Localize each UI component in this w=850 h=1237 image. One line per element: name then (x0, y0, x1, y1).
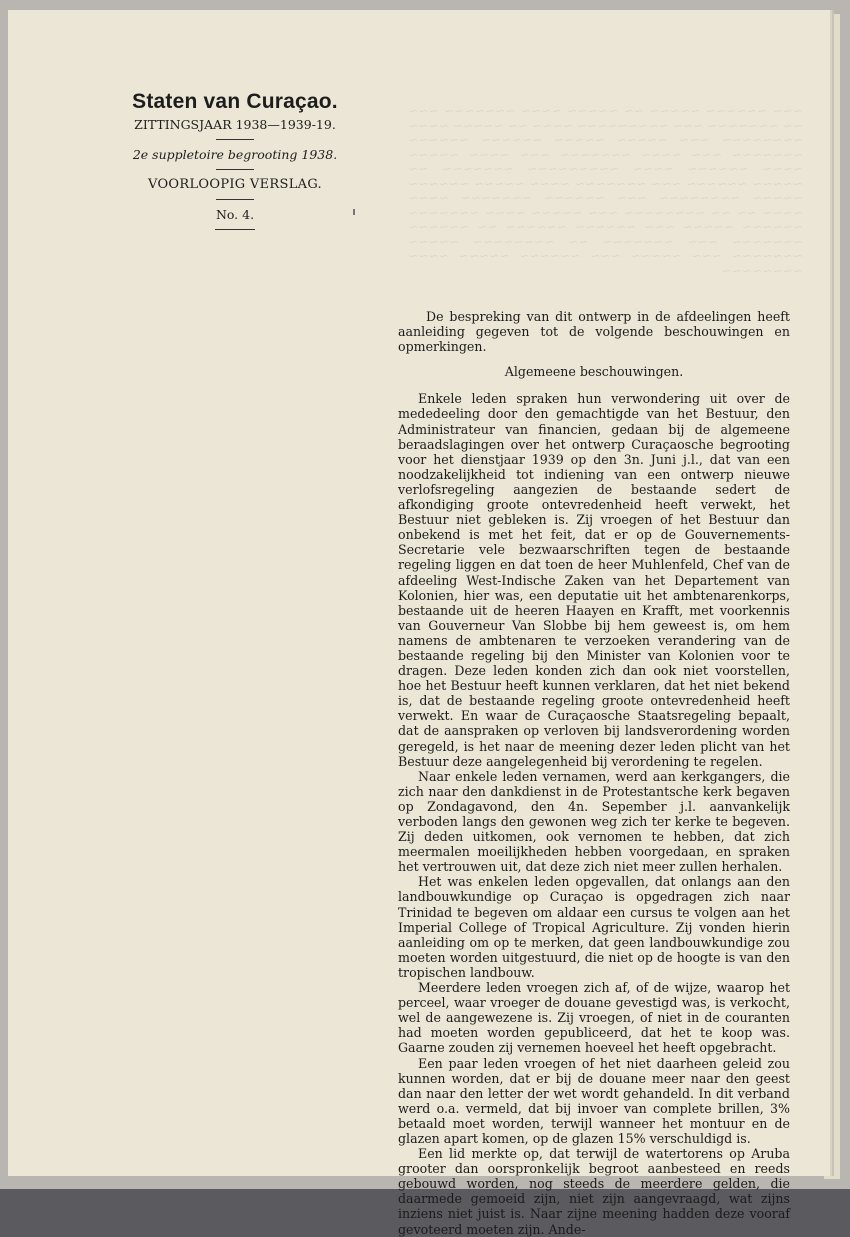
report-body (398, 309, 790, 1237)
section-heading: Algemeene beschouwingen. (504, 364, 684, 380)
header-divider (216, 199, 254, 200)
paragraph: Meerdere leden vroegen zich af, of de wijze, waarop het perceel, waar vroeger de douane gevestigd was, is verkocht, wel de aangewezene is. Zij vroegen, of niet in de couranten had moeten worden gepubliceerd, dat het te koop was. Gaarne zouden zij vernemen hoeveel het heeft opgebracht. (398, 980, 790, 1056)
report-type: VOORLOOPIG VERSLAG. (148, 177, 322, 192)
bleed-through-text: ~~~ ~~~~~~ ~~~~~ ~~ ~~~~~ ~~~~ ~~~~~~~ ~~~ ~~ ~~~~~~~ ~~~ ~~~~~~~~~ ~~~~ ~~ ~~~~~ ~~~~ ~~~~~~~~ ~~~ ~~~~~ ~~~~~ ~~~~~~ ~~~~~~ ~~~~~~~ ~~~ ~~~~ ~~~~~~~ ~~~ ~~~~ ~~~~~ ~~~~ ~~~~~~ ~~~~ ~~~~~~~~~ ~~~~~~~ ~~ ~~~~~ ~~~~~~ ~~~ ~~~~~~~ ~~~~ ~~~~~ ~~~~~~ ~~~~~ ~~~~~~~~ ~~~ ~~~~~~ ~~~~~~~ ~~~~ ~~~~ ~~ ~~ ~~~~~~~~ ~~~ ~~~~~ ~~~~ ~~~~~~~ ~~~~~~ ~~~~~ ~~~ ~~~~~~ ~~~~~~ ~~ ~~~~~~ ~~~~~~~ ~~~ ~~~~~~~ ~~ ~~~~~~~~ ~~~~~ ~~~~~~~ ~~~ ~~~~~ ~~~ ~~~~~~ ~~~~~ ~~~~ ~~~~~~~~ (408, 104, 803, 278)
intro-paragraph: De bespreking van dit ontwerp in de afdeelingen heeft aanleiding gegeven tot de volgende beschouwingen en opmerkingen. (398, 309, 790, 355)
document-page (8, 10, 830, 1237)
paragraph: Het was enkelen leden opgevallen, dat onlangs aan den landbouwkundige op Curaçao is opgedragen zich naar Trinidad te begeven om aldaar een cursus te volgen aan het Imperial College of Tropical Agriculture. Zij vonden hierin aanleiding om op te merken, dat geen landbouwkundige zou moeten worden uitgestuurd, die niet op de hoogte is van den tropischen landbouw. (398, 874, 790, 980)
supplement-line: 2e suppletoire begrooting 1938. (132, 147, 338, 162)
paragraph: Een paar leden vroegen of het niet daarheen geleid zou kunnen worden, dat er bij de douane meer naar den geest dan naar den letter der wet wordt gehandeld. In dit verband werd o.a. vermeld, dat bij invoer van complete brillen, 3% betaald moet worden, terwijl wanneer het montuur en de glazen apart komen, op de glazen 15% verschuldigd is. (398, 1055, 790, 1146)
document-number: No. 4. (215, 207, 255, 222)
document-title: Staten van Curaçao. (132, 90, 338, 113)
header-divider (216, 139, 254, 140)
header-divider (215, 229, 255, 230)
paragraph: Enkele leden spraken hun verwondering uit over de mededeeling door den gemachtigde van het Bestuur, den Administrateur van financien, gedaan bij de algemeene beraadslagingen over het ontwerp Curaçaosche begrooting voor het dienstjaar 1939 op den 3n. Juni j.l., dat van een noodzakelijkheid tot indiening van een ontwerp nieuwe verlofsregeling aangezien de bestaande sedert de afkondiging groote ontevredenheid heeft verwekt, het Bestuur niet gebleken is. Zij vroegen of het Bestuur dan onbekend is met het feit, dat er op de Gouvernements-Secretarie vele bezwaarschriften tegen de bestaande regeling liggen en dat toen de heer Muhlenfeld, Chef van de afdeeling West-Indische Zaken van het Departement van Kolonien, hier was, een deputatie uit het ambtenarenkorps, bestaande uit de heeren Haayen en Krafft, met voorkennis van Gouverneur Van Slobbe bij hem geweest is, om hem namens de ambtenaren te verzoeken verandering van de bestaande regeling bij den Minister van Kolonien voor te dragen. Deze leden konden zich dan ook niet voorstellen, hoe het Bestuur heeft kunnen verklaren, dat het niet bekend is, dat de bestaande regeling groote ontevredenheid heeft verwekt. En waar de Curaçaosche Staatsregeling bepaalt, dat de aanspraken op verloven bij landsverordening worden geregeld, is het naar de meening dezer leden plicht van het Bestuur deze aangelegenheid bij verordening te regelen. (398, 391, 790, 769)
document-header (106, 90, 364, 237)
header-divider (216, 169, 254, 170)
print-mark (353, 209, 355, 215)
session-line: ZITTINGSJAAR 1938—1939-19. (134, 117, 336, 132)
paragraph: Naar enkele leden vernamen, werd aan kerkgangers, die zich naar den dankdienst in de Protestantsche kerk begaven op Zondagavond, den 4n. Sepember j.l. aanvankelijk verboden langs den gewonen weg zich ter kerke te begeven. Zij deden uitkomen, ook vernomen te hebben, dat zich meermalen moeilijkheden hebben voorgedaan, en spraken het vertrouwen uit, dat deze zich niet meer zullen herhalen. (398, 768, 790, 875)
paragraph: Een lid merkte op, dat terwijl de watertorens op Aruba grooter dan oorspronkelijk begroot aanbesteed en reeds gebouwd worden, nog steeds de meerdere gelden, die daarmede gemoeid zijn, niet zijn aangevraagd, wat zijns inziens niet juist is. Naar zijne meening hadden deze vooraf gevoteerd moeten zijn. Ande- (398, 1146, 790, 1237)
